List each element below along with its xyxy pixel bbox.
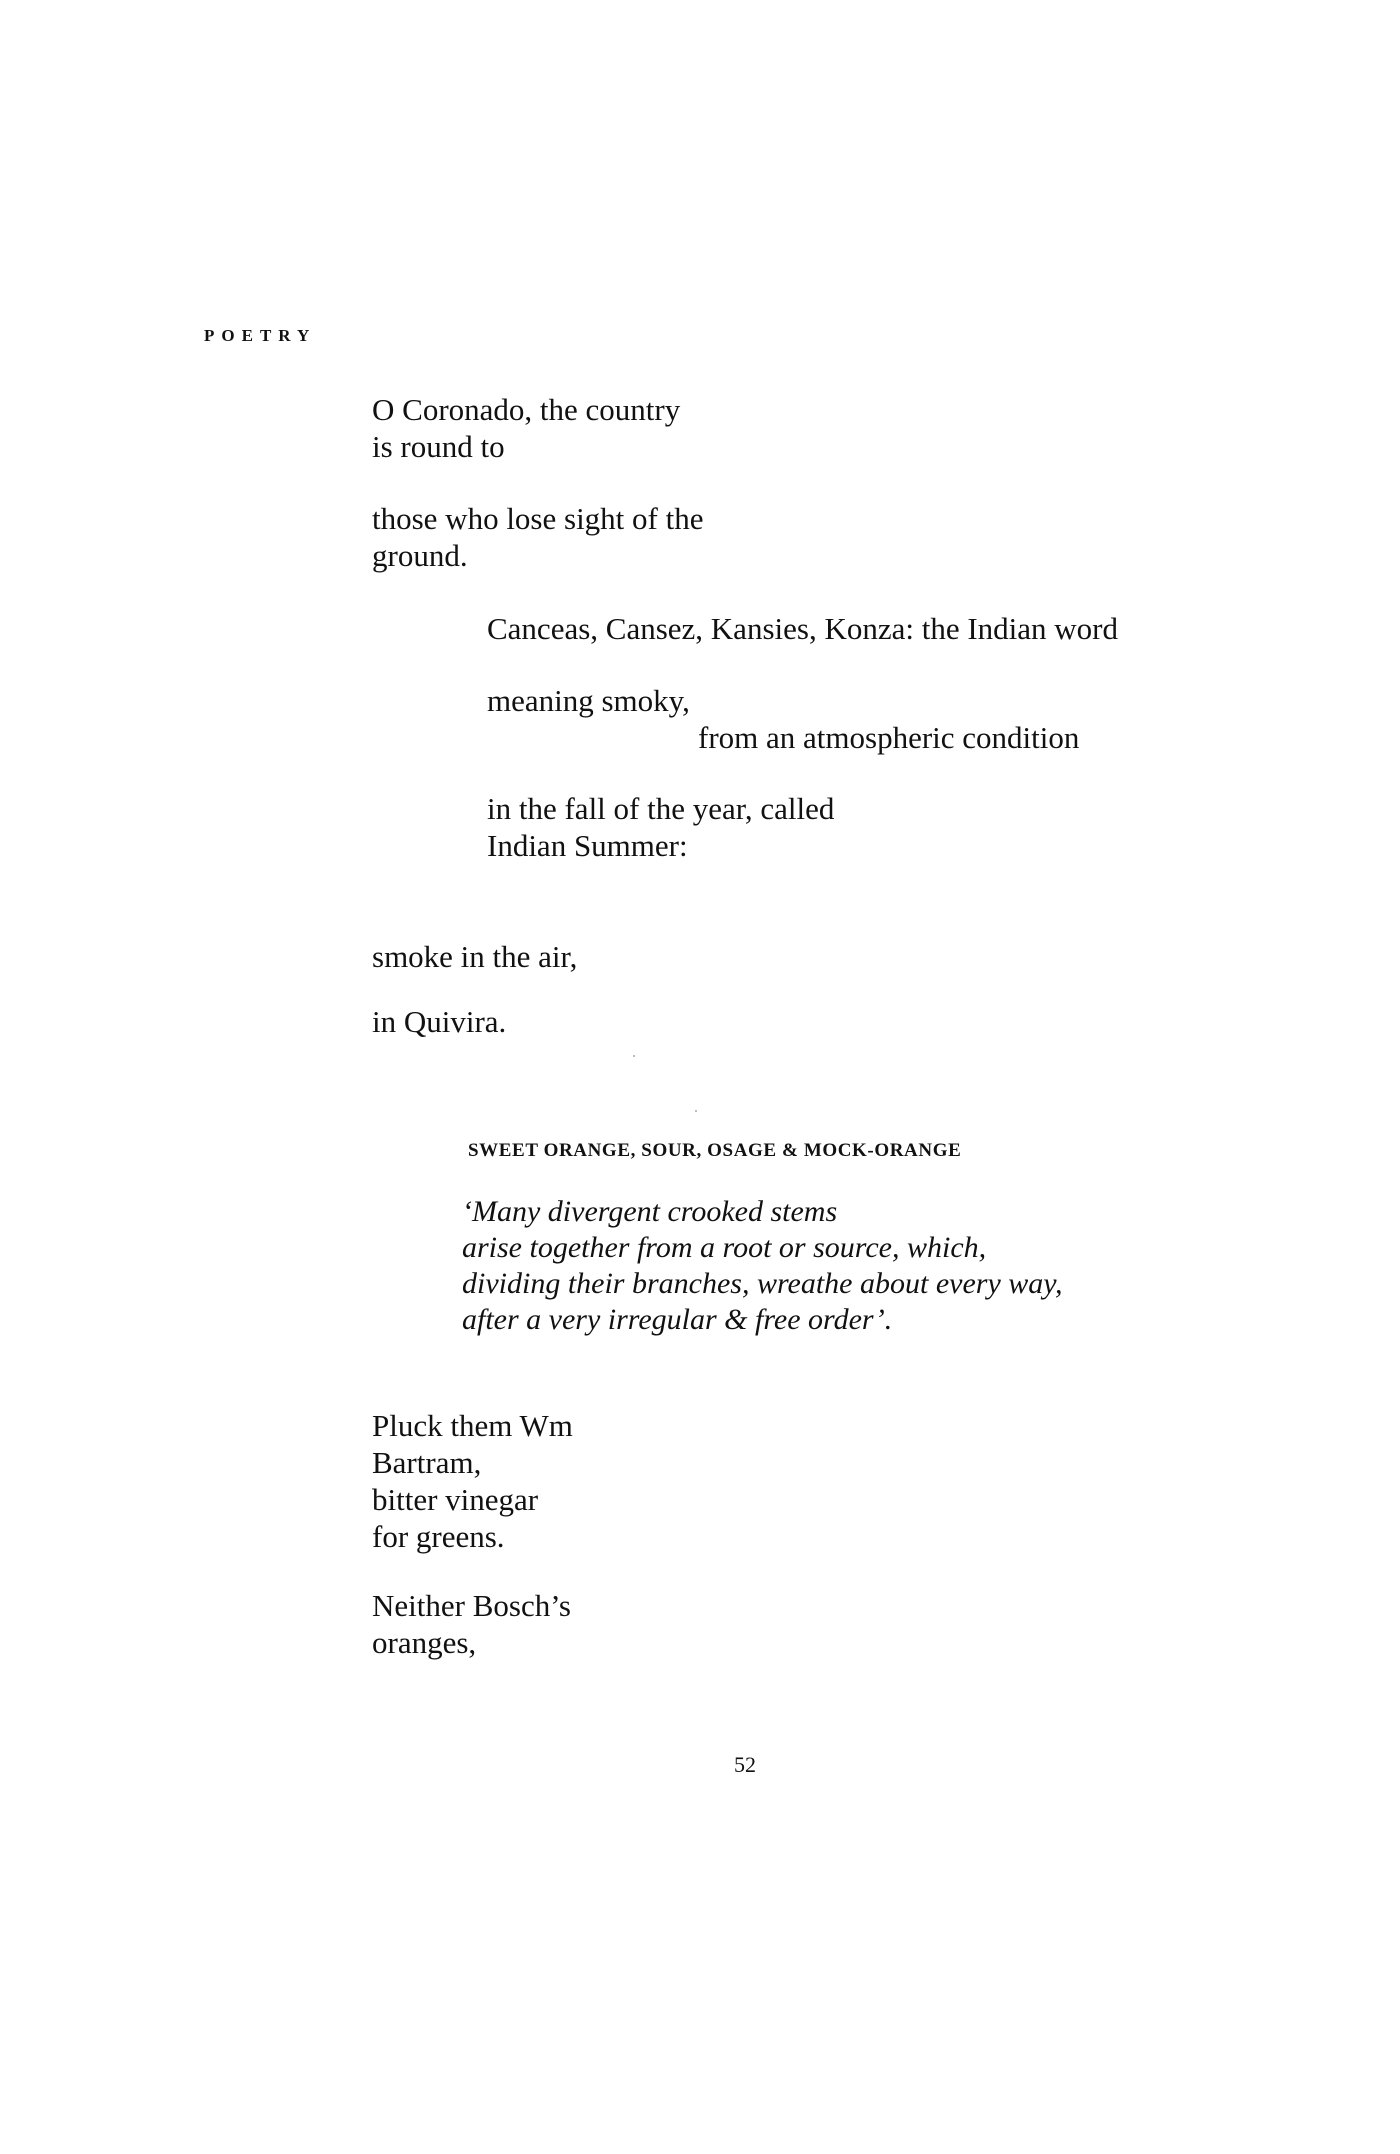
poem-line: from an atmospheric condition [698,720,1080,755]
poem-line: in the fall of the year, called [487,791,835,826]
poem-line: oranges, [372,1625,477,1660]
poem-line: those who lose sight of the [372,501,704,536]
poem-line: in Quivira. [372,1004,507,1039]
epigraph-line: after a very irregular & free order’. [462,1303,893,1336]
poem-line: Pluck them Wm [372,1408,573,1443]
poem-line: Bartram, [372,1445,482,1480]
section-heading: SWEET ORANGE, SOUR, OSAGE & MOCK-ORANGE [468,1140,962,1161]
running-head: POETRY [204,326,317,345]
poem-line: is round to [372,429,505,464]
poem-line: bitter vinegar [372,1482,539,1517]
poem-line: Canceas, Cansez, Kansies, Konza: the Indian word [487,611,1118,646]
poem-line: O Coronado, the country [372,392,681,427]
poem-line: ground. [372,538,468,573]
poem-line: smoke in the air, [372,939,578,974]
page-number: 52 [734,1752,756,1777]
epigraph-line: ‘Many divergent crooked stems [462,1195,838,1228]
poem-line: Indian Summer: [487,828,688,863]
print-speck [633,1055,635,1057]
epigraph-line: dividing their branches, wreathe about every way, [462,1267,1063,1300]
print-speck [695,1110,697,1112]
poem-line: Neither Bosch’s [372,1588,571,1623]
epigraph-line: arise together from a root or source, which, [462,1231,987,1264]
poem-line: meaning smoky, [487,683,690,718]
poem-line: for greens. [372,1519,505,1554]
